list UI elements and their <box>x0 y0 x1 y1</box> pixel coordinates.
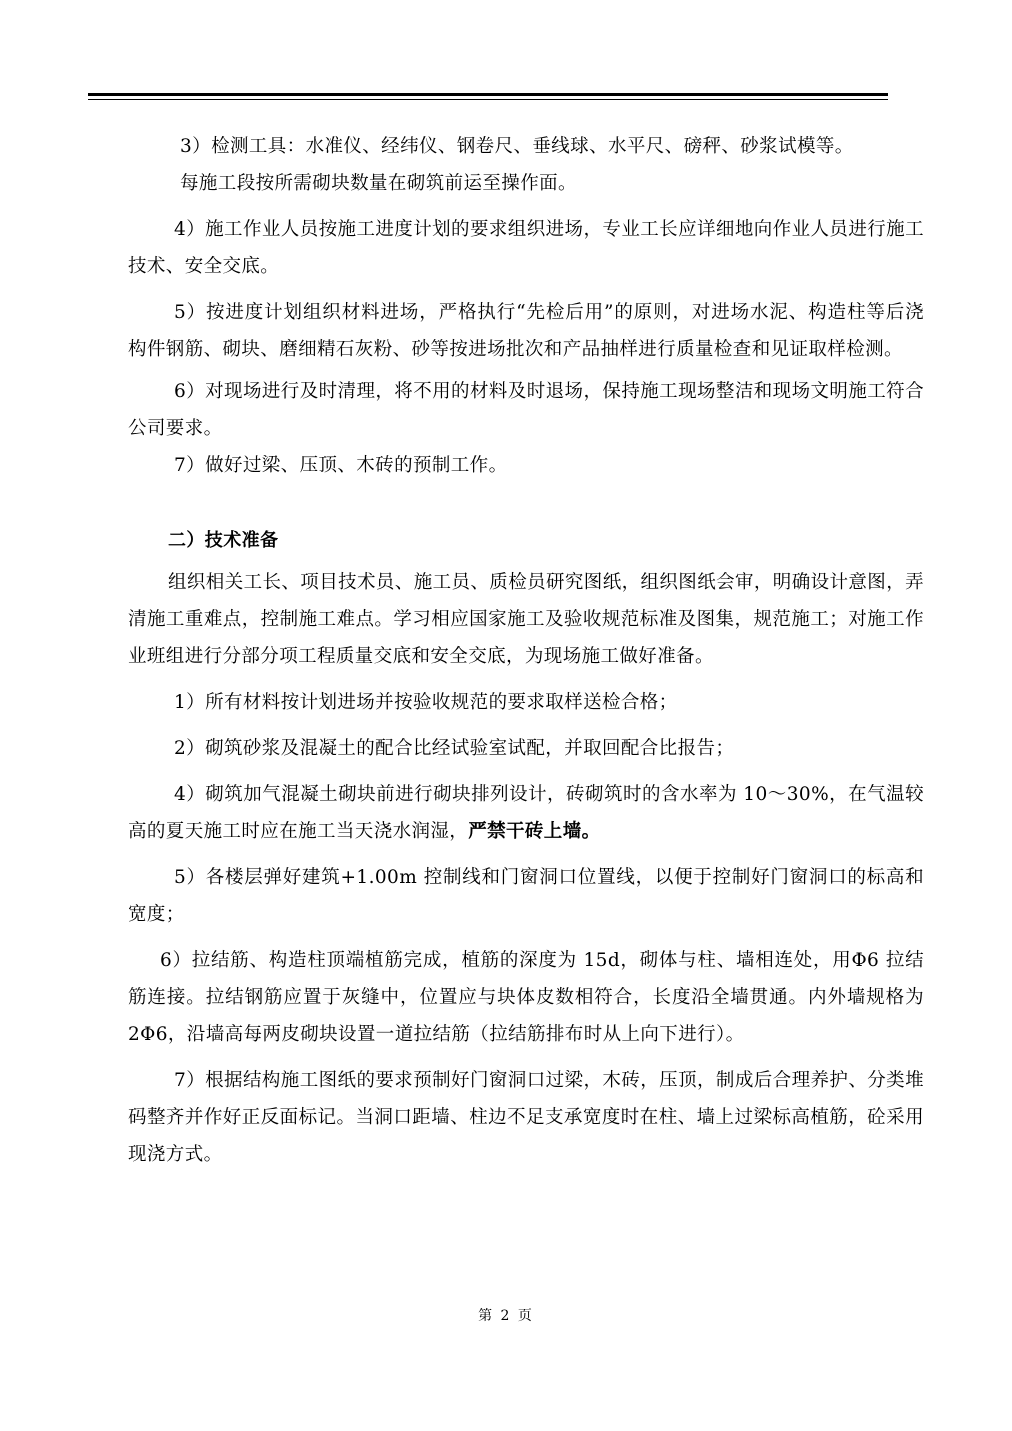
header-rule-thin <box>88 99 888 100</box>
paragraph-prefabrication: 7）做好过梁、压顶、木砖的预制工作。 <box>174 455 508 476</box>
paragraph-site-cleanup: 6）对现场进行及时清理，将不用的材料及时退场，保持施工现场整洁和现场文明施工符合公司要求。 <box>128 381 924 439</box>
header-rule-thick <box>88 93 888 96</box>
block-layout-text: 4）砌筑加气混凝土砌块前进行砌块排列设计，砖砌筑时的含水率为 10～30%，在气温较高的夏天施工时应在施工当天浇水润湿， <box>128 784 924 842</box>
paragraph-lintels: 7）根据结构施工图纸的要求预制好门窗洞口过梁，木砖，压顶，制成后合理养护、分类堆码整齐并作好正反面标记。当洞口距墙、柱边不足支承宽度时在柱、墙上过梁标高植筋，砼采用现浇方式。 <box>128 1070 924 1165</box>
paragraph-technical-overview: 组织相关工长、项目技术员、施工员、质检员研究图纸，组织图纸会审，明确设计意图，弄清施工重难点，控制施工难点。学习相应国家施工及验收规范标准及图集，规范施工；对施工作业班组进行分部分项工程质量交底和安全交底，为现场施工做好准备。 <box>128 572 925 667</box>
paragraph-material-sampling: 1）所有材料按计划进场并按验收规范的要求取样送检合格； <box>174 692 678 713</box>
paragraph-block-layout <box>128 776 924 850</box>
page-number: 第 2 页 <box>478 1308 534 1324</box>
paragraph-mix-ratio: 2）砌筑砂浆及混凝土的配合比经试验室试配，并取回配合比报告； <box>174 738 735 759</box>
paragraph-control-lines: 5）各楼层弹好建筑+1.00m 控制线和门窗洞口位置线，以便于控制好门窗洞口的标高和宽度； <box>128 867 924 925</box>
paragraph-tie-bars: 6）拉结筋、构造柱顶端植筋完成，植筋的深度为 15d，砌体与柱、墙相连处，用Φ6 拉结筋连接。拉结钢筋应置于灰缝中，位置应与块体皮数相符合，长度沿全墙贯通。内外墙规格为 2Φ6，沿墙高每两皮砌块设置一道拉结筋（拉结筋排布时从上向下进行）。 <box>128 950 924 1045</box>
section-heading-technical-preparation: 二）技术准备 <box>168 530 279 551</box>
paragraph-material-entry: 5）按进度计划组织材料进场，严格执行“先检后用”的原则，对进场水泥、构造柱等后浇构件钢筋、砌块、磨细精石灰粉、砂等按进场批次和产品抽样进行质量检查和见证取样检测。 <box>128 302 924 360</box>
paragraph-personnel-entry: 4）施工作业人员按施工进度计划的要求组织进场，专业工长应详细地向作业人员进行施工技术、安全交底。 <box>128 219 924 277</box>
paragraph-block-delivery: 每施工段按所需砌块数量在砌筑前运至操作面。 <box>180 173 577 194</box>
paragraph-inspection-tools: 3）检测工具：水准仪、经纬仪、钢卷尺、垂线球、水平尺、磅秤、砂浆试模等。 <box>180 136 854 157</box>
block-layout-warning: 严禁干砖上墙。 <box>468 821 601 842</box>
document-body <box>128 128 924 1173</box>
